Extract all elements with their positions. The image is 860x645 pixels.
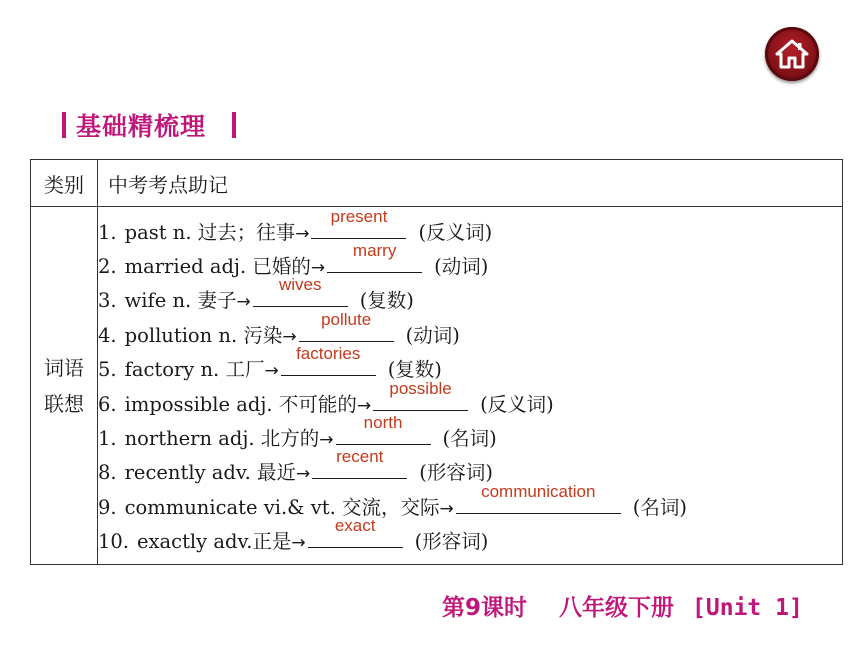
category-label-line2: 联想 — [44, 391, 84, 416]
list-item — [98, 309, 842, 351]
answer-text: pollute — [321, 309, 372, 329]
table-body-row — [31, 207, 843, 565]
item-number: 8. — [98, 461, 117, 485]
item-note: (复数) — [359, 289, 414, 313]
footer-lesson: 第9课时 — [442, 595, 528, 621]
category-label-line1: 词语 — [44, 355, 84, 380]
vocab-table — [30, 159, 843, 565]
list-item — [98, 275, 842, 316]
item-number: 10. — [98, 530, 130, 554]
arrow-icon: → — [295, 223, 310, 244]
item-text: recently adv. 最近 — [124, 461, 296, 485]
answer-blank[interactable] — [281, 344, 376, 376]
item-number: 1. — [98, 220, 117, 244]
item-text: impossible adj. 不可能的 — [124, 392, 357, 416]
answer-text: possible — [389, 378, 452, 398]
footer — [442, 589, 803, 622]
category-cell — [31, 207, 98, 565]
arrow-icon: → — [310, 257, 326, 278]
item-note: (反义词) — [480, 392, 554, 416]
arrow-icon: → — [291, 533, 306, 554]
answer-text: wives — [278, 275, 322, 295]
item-note: (形容词) — [414, 530, 489, 554]
item-number: 3. — [98, 289, 117, 313]
item-text: exactly adv.正是 — [137, 530, 292, 554]
arrow-icon: → — [439, 498, 454, 519]
arrow-icon: → — [296, 464, 311, 485]
answer-text: marry — [352, 240, 397, 260]
arrow-icon: → — [319, 429, 334, 450]
arrow-icon: → — [264, 361, 279, 382]
title-bar-right — [232, 112, 236, 138]
table-header-row — [31, 160, 843, 207]
item-text: past n. 过去；往事 — [124, 220, 296, 244]
arrow-icon: → — [236, 292, 251, 313]
section-title — [62, 108, 236, 142]
answer-blank[interactable] — [456, 481, 621, 514]
footer-book: 八年级下册 — [559, 595, 675, 621]
answer-text: present — [330, 206, 388, 226]
list-item — [98, 344, 842, 385]
list-item — [98, 412, 842, 454]
item-text: communicate vi.& vt. 交流，交际 — [124, 495, 440, 519]
home-button[interactable] — [765, 27, 819, 81]
item-note: (反义词) — [418, 220, 493, 244]
header-category: 类别 — [31, 160, 98, 207]
item-text: factory n. 工厂 — [124, 358, 265, 382]
section-title-text: 基础精梳理 — [76, 112, 207, 141]
answer-text: factories — [296, 344, 361, 364]
home-icon — [775, 39, 809, 69]
item-text: pollution n. 污染 — [124, 323, 283, 347]
item-number: 2. — [98, 254, 117, 278]
item-text: married adj. 已婚的 — [124, 254, 311, 278]
list-item — [98, 516, 842, 557]
list-item — [98, 481, 842, 523]
answer-text: communication — [481, 481, 596, 501]
item-note: (名词) — [442, 426, 497, 450]
answer-text: north — [363, 412, 403, 432]
item-number: 5. — [98, 358, 117, 382]
item-number: 1. — [98, 426, 117, 450]
item-text: wife n. 妻子 — [124, 289, 237, 313]
arrow-icon: → — [282, 326, 297, 347]
item-text: northern adj. 北方的 — [124, 426, 320, 450]
item-number: 9. — [98, 495, 117, 519]
answer-blank[interactable] — [308, 516, 403, 548]
item-list — [98, 206, 842, 558]
item-note: (复数) — [387, 358, 442, 382]
list-item — [98, 378, 842, 420]
item-number: 4. — [98, 323, 117, 347]
item-number: 6. — [98, 392, 117, 416]
title-bar-left — [62, 112, 66, 138]
list-item — [98, 240, 842, 282]
footer-unit: [Unit 1] — [692, 595, 803, 621]
item-note: (动词) — [434, 254, 489, 278]
item-note: (名词) — [632, 495, 687, 519]
answer-text: recent — [336, 447, 384, 467]
item-note: (动词) — [405, 323, 460, 347]
items-cell — [98, 207, 843, 565]
answer-text: exact — [334, 516, 376, 536]
item-note: (形容词) — [419, 461, 493, 485]
answer-blank[interactable] — [312, 447, 407, 479]
arrow-icon: → — [356, 395, 372, 416]
header-content: 中考考点助记 — [98, 160, 843, 207]
list-item — [98, 206, 842, 248]
